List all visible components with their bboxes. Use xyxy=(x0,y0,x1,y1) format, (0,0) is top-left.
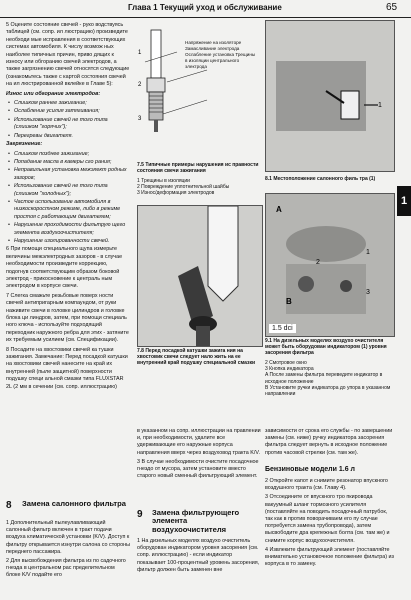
right-bottom-text: зависимости от срока его службы - по завершении замены (см. ниже) ручку индикатора засорения фильтра следует вернуть в исходное положение против часовой стрелки (см. там же). xyxy=(265,428,393,456)
section-9-title: Замена фильтрующего элемента воздухоочистителя xyxy=(152,508,240,534)
list-item: • Использование свечей не того типа (слишком "холодных"); xyxy=(6,183,130,198)
legend-item: 1 Трещины в изоляции xyxy=(137,178,190,184)
list-item: • Попадание масла в камеры сго рания; xyxy=(6,159,130,166)
list-item: • Слишком позднее зажигание; xyxy=(6,151,130,158)
figure-9-1-caption: 9.1 На дизельных моделях воздухо очистителя может быть оборудован индикатором (1) уровня засорения фильтра xyxy=(265,338,387,356)
figure-7-5 xyxy=(137,22,259,162)
paragraph: 1 Дополнительный пылеулавливающий салонный фильтр включен в тракт подачи воздуха климатической установки (K/V). Доступ к фильтру открывается изнутри салона со стороны переднего пассажира. xyxy=(6,520,130,555)
figure-7-5-legend xyxy=(137,178,261,197)
figure-labels: Напряжение на изоляторе Замасливание электрода Ослабление установка Трещины в изоляции центрального электрода xyxy=(185,40,256,69)
middle-bottom-text xyxy=(137,428,261,482)
paragraph: 3 Отсоедините от впускного тро пкировода вакуумный шланг тормозного усилителя (поставляйте на поводить посадочный патрубок, так как в против поворачиваем его пу случае потребуется замена трубопровода), затем высвободите дра крепежных болта (см. там же) и снимите корпус воздухоочистителя. xyxy=(265,494,390,544)
paragraph: 2 Откройте капот и снимите резонатор впускного воздушного тракта (см. Главу 4). xyxy=(265,478,388,492)
figure-9-1-legend xyxy=(265,360,395,397)
label-b: B xyxy=(286,297,292,306)
list-item: • Нарушение изолированности свечей. xyxy=(6,238,130,245)
dirt-list xyxy=(6,151,130,246)
list-item: • Ослабление усилия затягивания; xyxy=(6,108,130,115)
air-filter-photo xyxy=(266,194,394,336)
paragraph: 3 В случае необходимости очистите посадочное гнездо от мусора, затем установите вместо старого новый сменный фильтрующий элемент. xyxy=(137,458,259,480)
figure-8-1 xyxy=(265,20,395,172)
petrol-subhead: Бензиновые модели 1.6 л xyxy=(265,466,355,473)
wear-title: Износ или обгорание электродов: xyxy=(6,90,101,97)
paragraph: 2 Для высвобождения фильтра из по садочного гнезда в центральном рас пределительном блоке K/V подайте его xyxy=(6,558,126,579)
legend-item: 2 Повреждение уплотнительной шайбы xyxy=(137,184,230,191)
legend-item: B Установите ручки индикатора до упора в указанном направлении xyxy=(265,384,391,398)
callout-3: 3 xyxy=(138,116,142,122)
section-9-number: 9 xyxy=(137,509,143,520)
list-item: • Использование свечей не того типа (слишком "горячих"); xyxy=(6,117,130,132)
list-item: • Нарушение проходимости фильтрую щего элемента воздухоочистителя; xyxy=(6,222,130,237)
coil-grease-photo xyxy=(138,206,262,346)
paragraph-6: 6 При помощи специального щупа измерьте величины межэлектродных зазоров - в случае необходимости произведите коррекцию, подогнув соответствующим образом боковой электрод - прикосновение к централь ным электродом в корпусе свечи. xyxy=(6,246,123,290)
right-bottom-steps xyxy=(265,478,395,570)
figure-8-1-caption: 8.1 Местоположение салонного филь тра (1) xyxy=(265,176,376,182)
callout-2: 2 xyxy=(316,259,320,266)
paragraph: в указанном на сопр. иллюстрации на правлении и, при необходимости, удалите все удерживающие его наружные корпуса направления вверх через воздуховод тракта K/V. xyxy=(137,428,261,456)
figure-7-5-caption: 7.5 Типичные примеры нарушения ис правности состояния свечи зажигания xyxy=(137,162,259,174)
callout-2: 2 xyxy=(138,82,142,88)
paragraph-7: 7 Слегка смажьте резьбовые поверх ности свечей антипригарным компаундом, от руки наживите свечи в головке цилиндров и головке блока ци линдров, затем, при помощи специаль ного ключа - используйте подходящий переходник наружного ребра для этих - затяните их требуемым усилием (см. Спецификации). xyxy=(6,292,129,344)
legend-item: 3 Износ/деформация электродов xyxy=(137,190,215,197)
figure-7-8-caption: 7.8 Перед посадкой катушки зажига ния на хвостовик свечи следует нало жить на ее внутренний край подушку специальной смазки xyxy=(137,348,256,366)
wear-list xyxy=(6,100,130,140)
legend-item: 3 Кнопка индикатора xyxy=(265,366,314,373)
engine-badge: 1.5 dci xyxy=(269,324,296,333)
legend-item: A После замены фильтра переведите индикатор в исходное положение xyxy=(265,372,383,385)
callout-1: 1 xyxy=(138,50,142,56)
figure-7-8 xyxy=(137,205,263,347)
paragraph: 4 Извлеките фильтрующий элемент (поставляйте внимательно установочное положение фильтра) из корпуса в то замену. xyxy=(265,546,395,568)
section-body xyxy=(6,520,130,582)
list-item: • Частое использование автомобиля в низкоскоростном режиме, либо в режиме простоя с работающим двигателем; xyxy=(6,199,130,221)
callout-1: 1 xyxy=(378,102,382,109)
list-item: • Перегревы двигателя. xyxy=(6,133,130,140)
dirt-title: Загрязнение: xyxy=(6,141,43,148)
chapter-tab: 1 xyxy=(397,186,411,216)
cabin-filter-photo xyxy=(266,21,394,171)
list-item: • Слишком раннее зажигание; xyxy=(6,100,130,107)
list-item: • Неправильная установка межэлект родных зазоров; xyxy=(6,167,130,182)
page-header xyxy=(0,0,411,18)
callout-1: 1 xyxy=(366,249,370,256)
section-9-body: 1 На дизельных моделях воздухо очиститель оборудован индикатором уровня засорения (см. сопр. иллюстрацию) - если индикатор показывает 100-процентный уровень засорения, фильтр должен быть заменен вне xyxy=(137,538,260,573)
page-number: 65 xyxy=(386,2,398,13)
section-title: Замена салонного фильтра xyxy=(22,499,126,508)
paragraph-8: 8 Посадите на хвостовики свечей ка тушки зажигания. Замечание: Перед посадкой катушки на хвостовики свечей нанесите на край их внутренней (пыле защитной) поверхности подушку специ альной смазки типа FLUXSTAR 2L (2 мм в сечении (см. сопр. иллюстрацию) xyxy=(6,346,128,390)
paragraph-5: 5 Оцените состояние свечей - руко водствуясь таблицей (см. сопр. ил люстрацию) произведите необходи мые исправления в соответствующих системах автомобиля. К числу возмож ных наиболее типичных причин, приво дящих к износу или обгоранию свечей электродов, а также загрязнению свечей относятся следующие (ознакомьтесь также с картой состояния свечей на ил люстрированной вклейке в Главе 5): xyxy=(6,22,130,88)
callout-3: 3 xyxy=(366,289,370,296)
left-column xyxy=(6,22,130,393)
legend-item: 2 Смотровое окно xyxy=(265,360,307,366)
figure-9-1 xyxy=(265,193,395,337)
section-number: 8 xyxy=(6,500,12,511)
label-a: A xyxy=(276,205,282,214)
chapter-title: Глава 1 Текущий уход и обслуживание xyxy=(128,3,282,12)
